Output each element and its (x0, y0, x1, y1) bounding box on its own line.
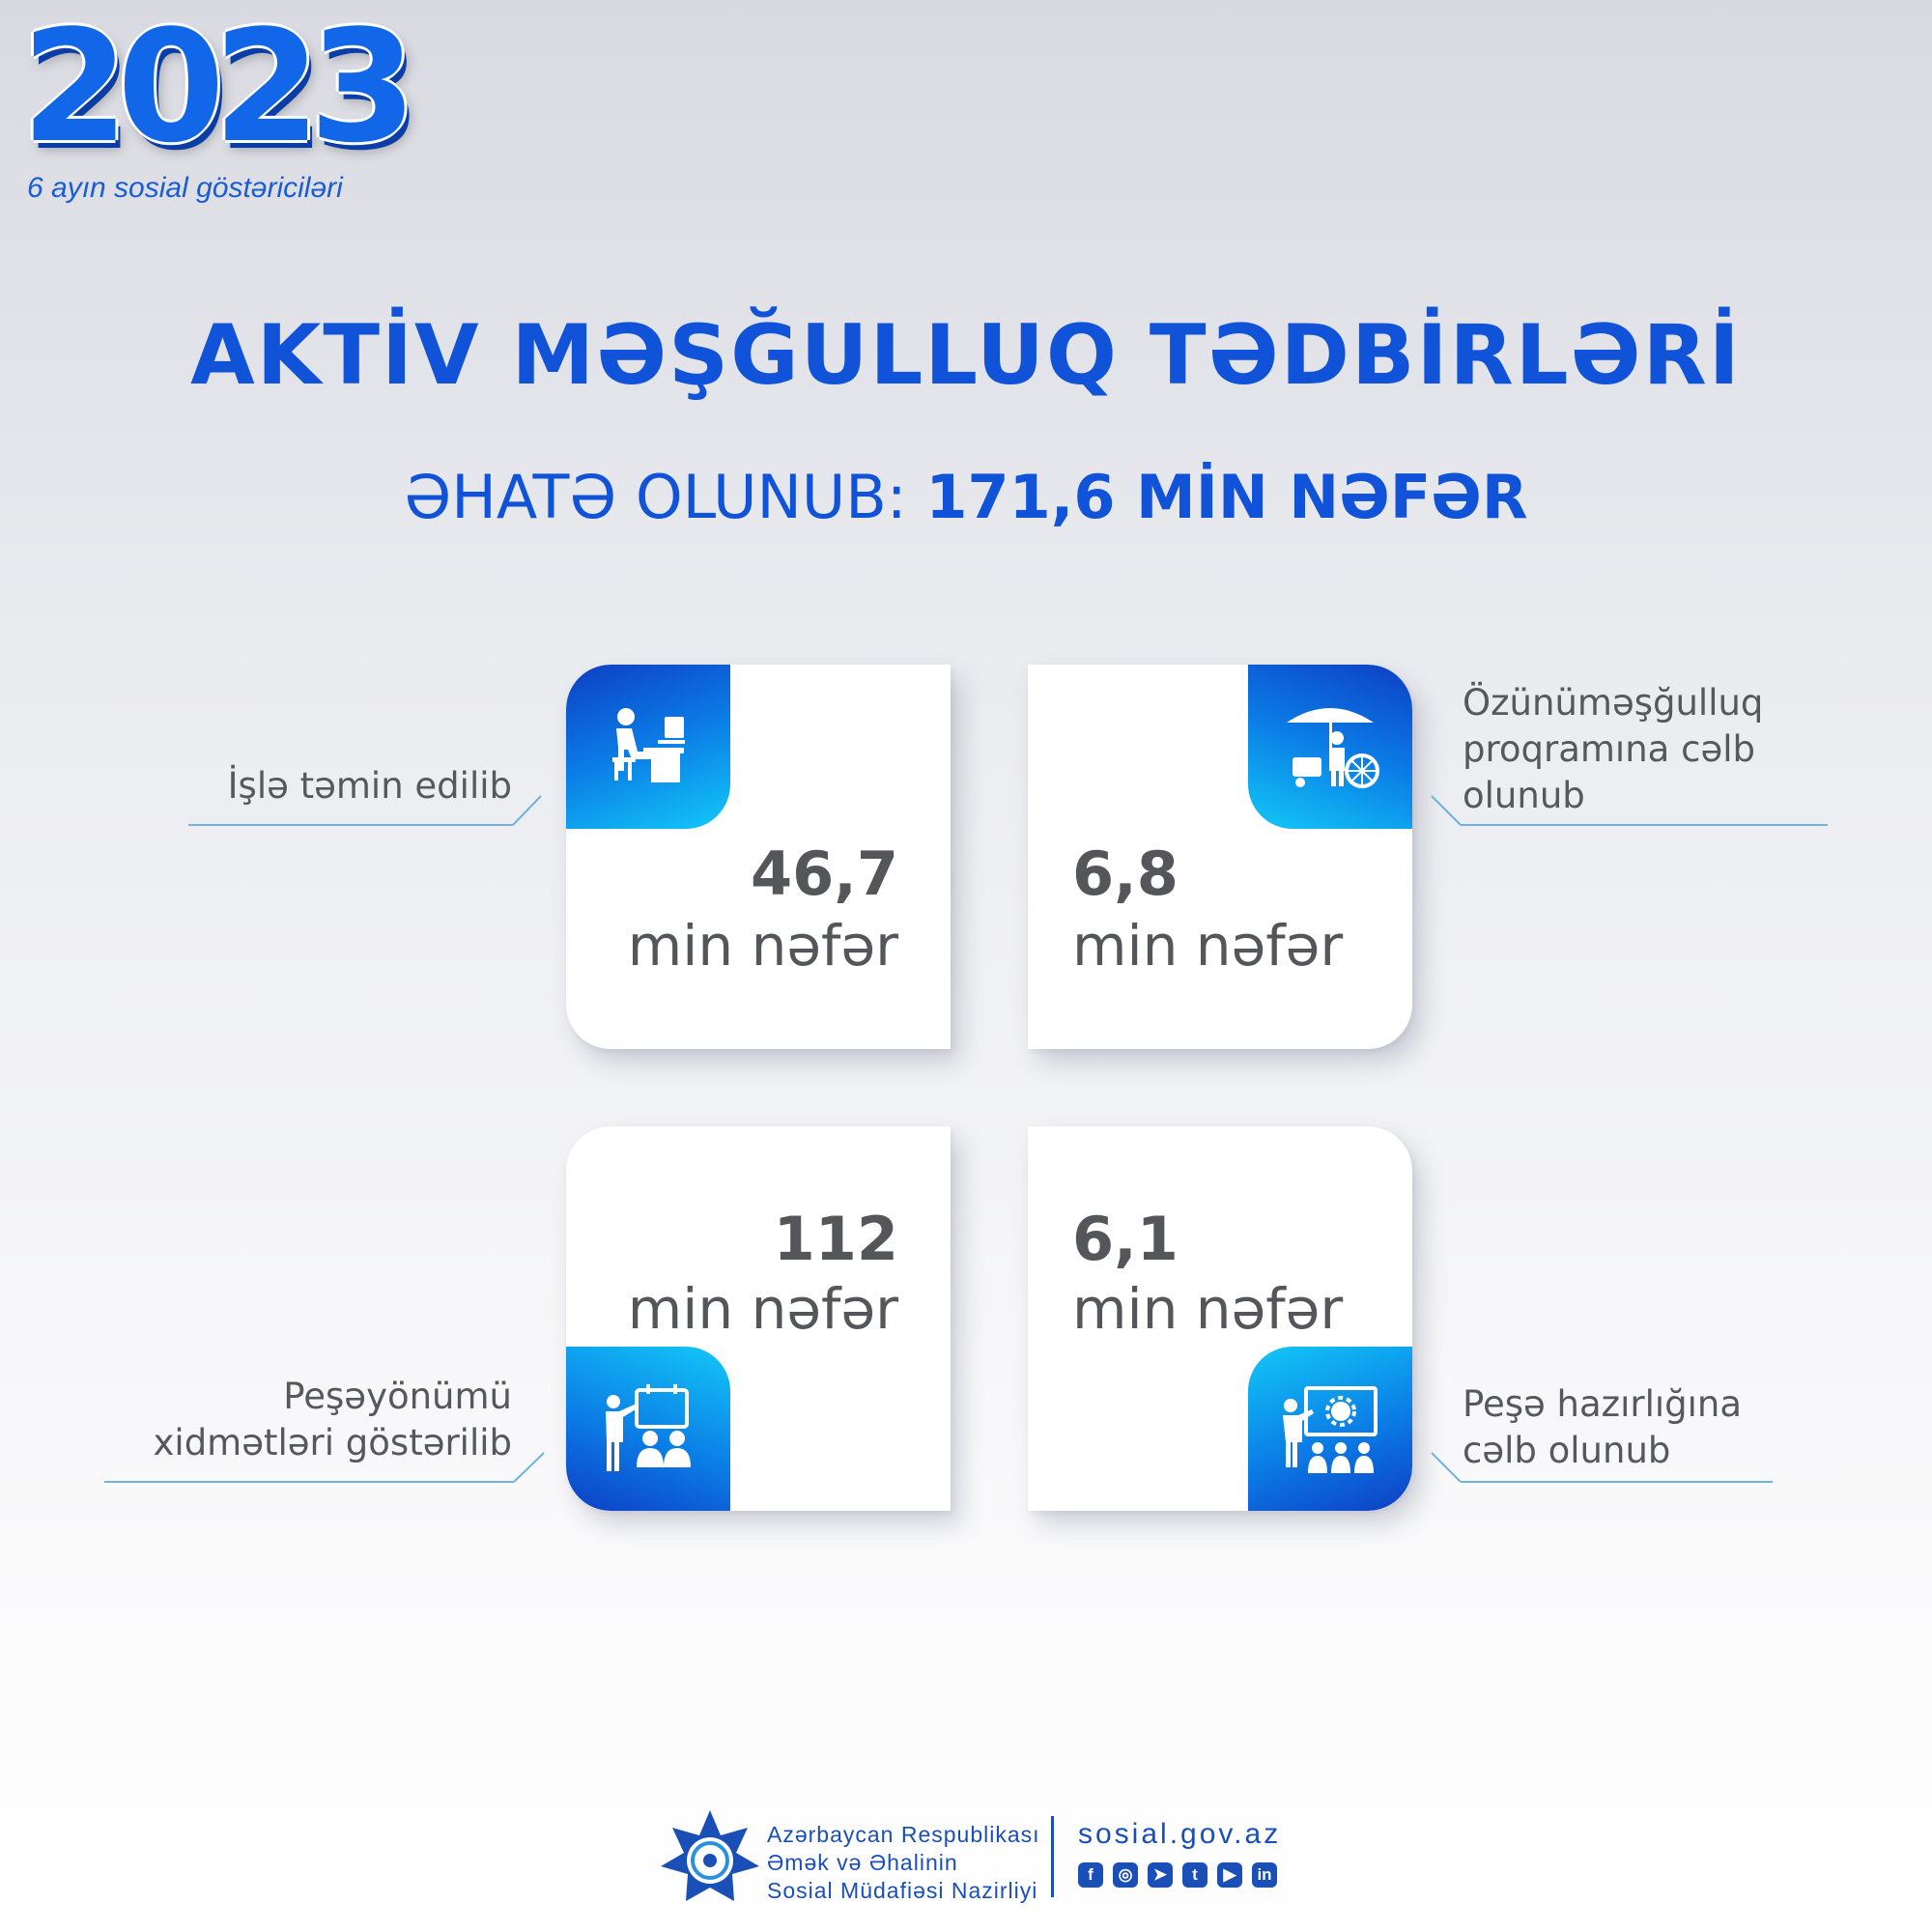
label-line: proqramına cəlb (1463, 728, 1755, 770)
youtube-icon[interactable]: ▶ (1217, 1862, 1242, 1888)
stat-unit: min nəfər (627, 1276, 898, 1342)
ministry-name (767, 1821, 1040, 1905)
ministry-logo-icon (657, 1806, 763, 1913)
telegram-icon[interactable]: ➤ (1148, 1862, 1173, 1888)
street-vendor-cart-icon (1248, 665, 1412, 829)
stat-unit: min nəfər (1072, 1276, 1344, 1342)
year-heading: 2023 (21, 0, 406, 177)
instagram-icon[interactable]: ◎ (1113, 1862, 1138, 1888)
footer-divider (1051, 1816, 1054, 1897)
vocational-training-icon (1248, 1347, 1412, 1511)
org-line: Azərbaycan Respublikası (767, 1822, 1040, 1847)
stat-value: 6,1 (1072, 1204, 1179, 1274)
stat-unit: min nəfər (1072, 913, 1344, 979)
page-title: AKTİV MƏŞĞULLUQ TƏDBİRLƏRİ (190, 307, 1742, 404)
leader-line (1430, 1449, 1777, 1488)
desk-worker-icon (566, 665, 730, 829)
website-link[interactable]: sosial.gov.az (1078, 1818, 1282, 1850)
twitter-icon[interactable]: t (1182, 1862, 1208, 1888)
stat-value: 46,7 (751, 838, 898, 909)
label-line: Özünüməşğulluq (1463, 682, 1764, 724)
stat-value: 112 (773, 1204, 898, 1274)
org-line: Əmək və Əhalinin (767, 1850, 958, 1875)
linkedin-icon[interactable]: in (1252, 1862, 1277, 1888)
label-line: İşlə təmin edilib (227, 765, 512, 807)
summary-value: 171,6 MİN NƏFƏR (925, 462, 1528, 532)
social-links (1078, 1862, 1277, 1888)
label-line: cəlb olunub (1463, 1430, 1671, 1471)
career-guidance-presentation-icon (566, 1347, 730, 1511)
label-line: xidmətləri göstərilib (153, 1422, 512, 1463)
leader-line (104, 1449, 549, 1488)
stat-card-employed (566, 665, 951, 1049)
leader-line (188, 792, 546, 831)
stat-card-self-employment (1028, 665, 1412, 1049)
year-subtitle: 6 ayın sosial göstəriciləri (27, 172, 343, 204)
label-line: Peşə hazırlığına (1463, 1383, 1743, 1425)
stat-card-vocational-training (1028, 1126, 1412, 1511)
summary-line (0, 462, 1932, 532)
leader-line (1430, 792, 1831, 831)
label-line: Peşəyönümü (283, 1376, 512, 1417)
summary-label: ƏHATƏ OLUNUB: (404, 462, 907, 532)
org-line: Sosial Müdafiəsi Nazirliyi (767, 1878, 1038, 1903)
stat-card-career-guidance (566, 1126, 951, 1511)
stat-unit: min nəfər (627, 913, 898, 979)
label-line: olunub (1463, 775, 1585, 816)
facebook-icon[interactable]: f (1078, 1862, 1103, 1888)
stat-value: 6,8 (1072, 838, 1179, 909)
